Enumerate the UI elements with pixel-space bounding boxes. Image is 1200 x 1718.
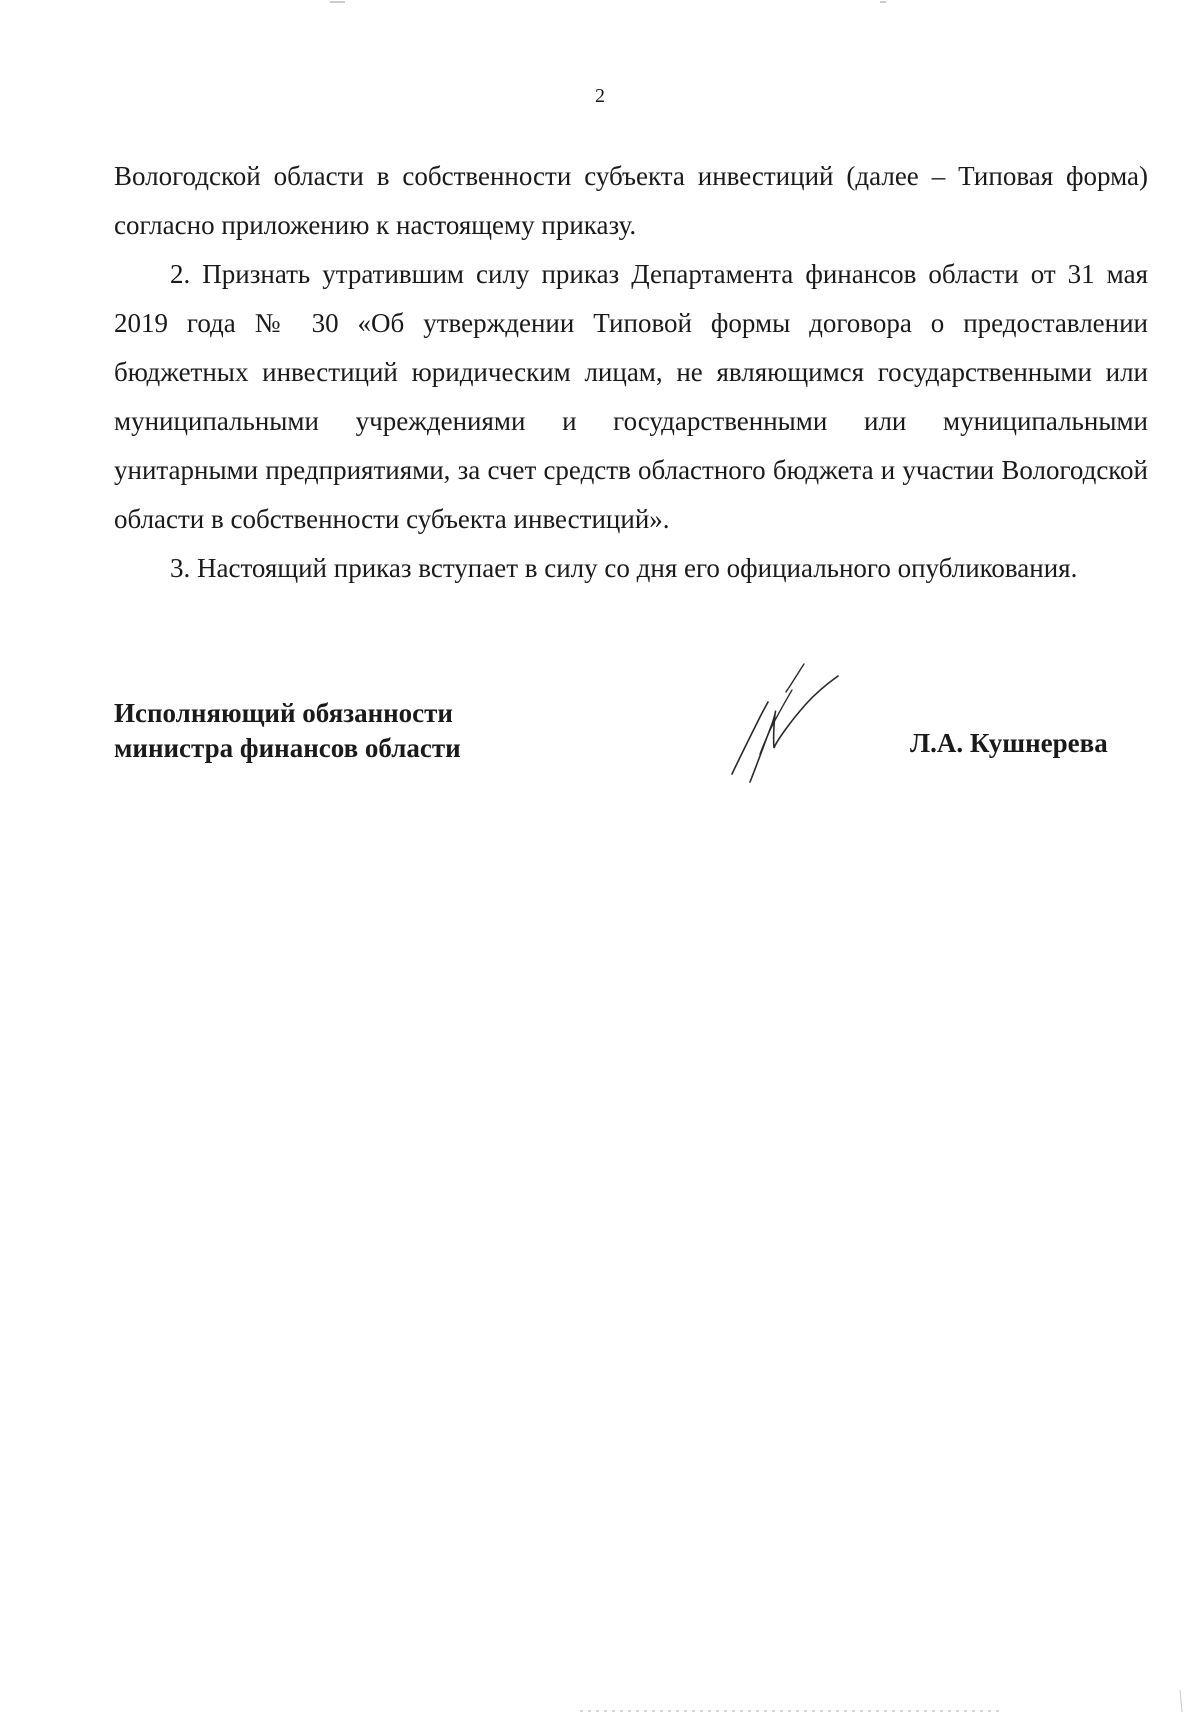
handwritten-signature	[720, 662, 850, 787]
paragraph-item-3: 3. Настоящий приказ вступает в силу со дня его официального опубликования.	[170, 553, 1078, 583]
signatory-position-line2: министра финансов области	[114, 733, 461, 763]
page-number: 2	[595, 85, 605, 107]
paragraph-item-2: 2. Признать утратившим силу приказ Департамента финансов области от 31 мая 2019 года № 30 «Об утверждении Типовой формы договора о предоставлении бюджетных инвестиций юридическим лицам, не являющимся государственными или муниципальными учреждениями и государственными или муниципальными унитарными предприятиями, за счет средств областного бюджета и участии Вологодской области в собственности субъекта инвестиций».	[114, 259, 1148, 534]
signatory-position-line1: Исполняющий обязанности	[114, 698, 453, 728]
signatory-name: Л.А. Кушнерева	[910, 728, 1108, 758]
body-text	[114, 152, 1148, 593]
paragraph-continuation: Вологодской области в собственности субъекта инвестиций (далее – Типовая форма) согласно приложению к настоящему приказу.	[114, 161, 1148, 240]
signatory-position	[114, 696, 461, 766]
